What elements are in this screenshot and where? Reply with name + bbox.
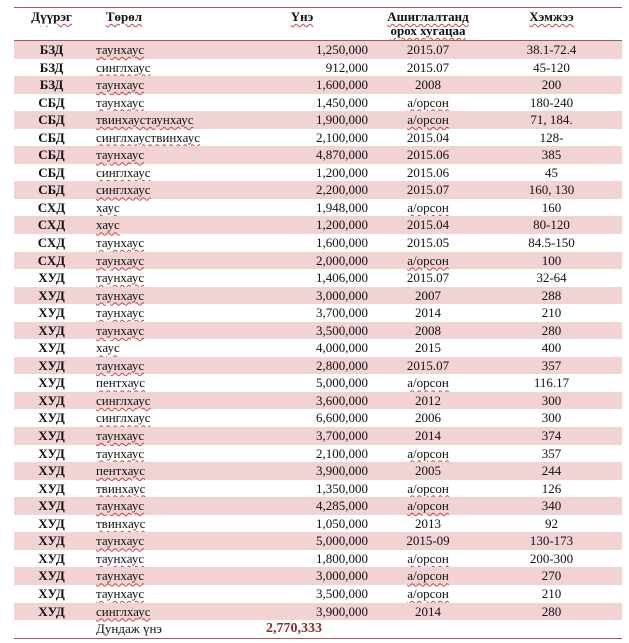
type-cell: синглхаус [96, 392, 151, 408]
district-cell: ХУД [38, 550, 65, 566]
type-cell: синглхаус [96, 410, 151, 426]
size-cell: 128- [539, 129, 564, 145]
table-row [14, 550, 622, 568]
price-cell: 3,500,000 [316, 322, 368, 338]
occupancy-cell: а/орсон [407, 585, 449, 601]
price-cell: 1,450,000 [316, 94, 368, 110]
district-cell: ХУД [38, 498, 65, 514]
table-row [14, 532, 622, 550]
table-row [14, 164, 622, 182]
district-cell: ХУД [38, 410, 65, 426]
table-row [14, 129, 622, 147]
occupancy-cell: 2015.07 [406, 357, 450, 373]
type-cell: таунхаус [96, 445, 145, 461]
district-cell: СБД [38, 182, 65, 198]
price-cell: 2,100,000 [316, 129, 368, 145]
type-cell: таунхаус [96, 498, 145, 514]
price-cell: 1,600,000 [316, 235, 368, 251]
size-cell: 160 [541, 199, 562, 215]
occupancy-cell: 2006 [415, 410, 441, 426]
type-cell: таунхаус [96, 147, 145, 163]
price-cell: 4,000,000 [316, 340, 368, 356]
table-row [14, 427, 622, 445]
type-cell: таунхаус [96, 235, 145, 251]
price-cell: 1,050,000 [316, 515, 368, 531]
table-row [14, 462, 622, 480]
district-cell: СБД [38, 164, 65, 180]
type-cell: таунхаус [96, 305, 145, 321]
price-cell: 5,000,000 [316, 533, 368, 549]
occupancy-cell: а/орсон [407, 445, 449, 461]
table-row [14, 76, 622, 94]
occupancy-cell: а/орсон [407, 94, 449, 110]
type-cell: таунхаус [96, 77, 145, 93]
price-cell: 3,700,000 [316, 428, 368, 444]
table-row [14, 374, 622, 392]
table-row [14, 322, 622, 340]
size-cell: 45 [545, 164, 558, 180]
size-cell: 84.5-150 [528, 235, 575, 251]
type-cell: таунхаус [96, 568, 145, 584]
size-cell: 210 [541, 305, 562, 321]
price-cell: 1,200,000 [316, 164, 368, 180]
occupancy-cell: 2015 [415, 340, 441, 356]
size-cell: 45-120 [533, 59, 570, 75]
district-cell: ХУД [38, 445, 65, 461]
type-cell: синглхаус [96, 603, 151, 619]
occupancy-cell: 2015.07 [406, 182, 450, 198]
district-cell: ХУД [38, 392, 65, 408]
occupancy-cell: а/орсон [407, 498, 449, 514]
size-cell: 270 [541, 568, 562, 584]
price-cell: 2,000,000 [316, 252, 368, 268]
table-body [14, 41, 622, 620]
occupancy-cell: 2013 [415, 515, 441, 531]
price-cell: 5,000,000 [316, 375, 368, 391]
occupancy-cell: 2014 [415, 428, 441, 444]
district-cell: ХУД [38, 375, 65, 391]
size-cell: 180-240 [529, 94, 574, 110]
district-cell: ХУД [38, 585, 65, 601]
occupancy-cell: 2015.04 [406, 129, 450, 145]
district-cell: БЗД [39, 59, 64, 75]
size-cell: 92 [545, 515, 558, 531]
header-price: Үнэ [290, 9, 314, 24]
district-cell: СБД [38, 129, 65, 145]
occupancy-cell: 2007 [415, 287, 441, 303]
price-cell: 1,900,000 [316, 112, 368, 128]
district-cell: ХУД [38, 305, 65, 321]
type-cell: таунхаус [96, 322, 145, 338]
occupancy-cell: а/орсон [407, 199, 449, 215]
type-cell: пентхаус [96, 463, 146, 479]
size-cell: 400 [541, 340, 562, 356]
type-cell: таунхаус [96, 252, 145, 268]
table-row [14, 603, 622, 621]
table-header [14, 7, 622, 41]
size-cell: 288 [541, 287, 562, 303]
average-row [14, 620, 622, 639]
occupancy-cell: а/орсон [407, 112, 449, 128]
occupancy-cell: 2015.07 [406, 42, 450, 57]
price-cell: 2,800,000 [316, 357, 368, 373]
size-cell: 200 [541, 77, 562, 93]
price-cell: 6,600,000 [316, 410, 368, 426]
table-row [14, 199, 622, 217]
size-cell: 71, 184. [530, 112, 573, 128]
size-cell: 160, 130 [528, 182, 575, 198]
size-cell: 244 [541, 463, 562, 479]
price-cell: 4,285,000 [316, 498, 368, 514]
type-cell: синглхаус [96, 182, 151, 198]
size-cell: 116.17 [533, 375, 570, 391]
price-cell: 1,600,000 [316, 77, 368, 93]
type-cell: таунхаус [96, 585, 145, 601]
type-cell: таунхаус [96, 287, 145, 303]
table-row [14, 480, 622, 498]
occupancy-cell: 2015.07 [406, 59, 450, 75]
table-row [14, 515, 622, 533]
occupancy-cell: 2015.04 [406, 217, 450, 233]
price-cell: 3,600,000 [316, 392, 368, 408]
type-cell: хаус [96, 340, 120, 356]
table-row [14, 445, 622, 463]
size-cell: 374 [541, 428, 562, 444]
type-cell: пентхаус [96, 375, 146, 391]
size-cell: 100 [541, 252, 562, 268]
occupancy-cell: а/орсон [407, 480, 449, 496]
district-cell: БЗД [39, 42, 64, 57]
district-cell: ХУД [38, 603, 65, 619]
header-occupancy-line2: орох хугацаа [390, 23, 466, 38]
price-cell: 3,900,000 [316, 603, 368, 619]
type-cell: твинхаустаунхаус [96, 112, 194, 128]
table-row [14, 234, 622, 252]
type-cell: таунхаус [96, 357, 145, 373]
average-value: 2,770,333 [266, 621, 322, 637]
occupancy-cell: 2012 [415, 392, 441, 408]
district-cell: ХУД [38, 287, 65, 303]
header-district: Дүүрэг [31, 9, 72, 24]
occupancy-cell: 2015.05 [406, 235, 450, 251]
occupancy-cell: 2015.06 [406, 147, 450, 163]
housing-price-table [14, 7, 622, 639]
district-cell: СБД [38, 112, 65, 128]
occupancy-cell: 2015-09 [406, 533, 450, 549]
table-row [14, 41, 622, 59]
district-cell: ХУД [38, 533, 65, 549]
type-cell: синглхаус [96, 164, 151, 180]
type-cell: хаус [96, 217, 120, 233]
district-cell: ХУД [38, 322, 65, 338]
table-row [14, 287, 622, 305]
occupancy-cell: 2014 [415, 305, 441, 321]
size-cell: 385 [541, 147, 562, 163]
type-cell: твинхаус [96, 480, 146, 496]
type-cell: синглхаус [96, 59, 151, 75]
size-cell: 357 [541, 357, 562, 373]
price-cell: 4,870,000 [316, 147, 368, 163]
table-row [14, 409, 622, 427]
district-cell: ХУД [38, 340, 65, 356]
district-cell: ХУД [38, 428, 65, 444]
size-cell: 340 [541, 498, 562, 514]
district-cell: ХУД [38, 357, 65, 373]
size-cell: 200-300 [529, 550, 574, 566]
type-cell: таунхаус [96, 533, 145, 549]
size-cell: 280 [541, 322, 562, 338]
occupancy-cell: а/орсон [407, 375, 449, 391]
price-cell: 1,800,000 [316, 550, 368, 566]
price-cell: 1,948,000 [316, 199, 368, 215]
average-label: Дундаж үнэ [96, 621, 162, 637]
size-cell: 32-64 [536, 270, 567, 286]
district-cell: БЗД [39, 77, 64, 93]
table-row [14, 392, 622, 410]
header-occupancy-line1: Ашиглалтанд [387, 9, 469, 24]
type-cell: таунхаус [96, 42, 145, 57]
occupancy-cell: а/орсон [407, 568, 449, 584]
price-cell: 3,700,000 [316, 305, 368, 321]
table-row [14, 59, 622, 77]
price-cell: 912,000 [325, 59, 368, 75]
size-cell: 210 [541, 585, 562, 601]
occupancy-cell: 2014 [415, 603, 441, 619]
size-cell: 130-173 [529, 533, 574, 549]
type-cell: твинхаус [96, 515, 146, 531]
price-cell: 1,200,000 [316, 217, 368, 233]
table-row [14, 146, 622, 164]
district-cell: ХУД [38, 480, 65, 496]
type-cell: хаус [96, 199, 120, 215]
district-cell: ХУД [38, 568, 65, 584]
type-cell: синглхауствинхаус [96, 129, 200, 145]
price-cell: 3,900,000 [316, 463, 368, 479]
district-cell: СХД [37, 252, 66, 268]
type-cell: таунхаус [96, 94, 145, 110]
price-cell: 3,000,000 [316, 287, 368, 303]
district-cell: ХУД [38, 515, 65, 531]
size-cell: 300 [541, 392, 562, 408]
price-cell: 3,500,000 [316, 585, 368, 601]
occupancy-cell: 2008 [415, 322, 441, 338]
size-cell: 80-120 [533, 217, 570, 233]
header-occupancy [372, 10, 484, 38]
price-cell: 1,406,000 [316, 270, 368, 286]
table-row [14, 181, 622, 199]
header-size: Хэмжээ [529, 9, 574, 24]
occupancy-cell: 2005 [415, 463, 441, 479]
size-cell: 300 [541, 410, 562, 426]
district-cell: СБД [38, 94, 65, 110]
table-row [14, 497, 622, 515]
table-row [14, 252, 622, 270]
price-cell: 2,200,000 [316, 182, 368, 198]
district-cell: СХД [37, 235, 66, 251]
type-cell: таунхаус [96, 270, 145, 286]
size-cell: 126 [541, 480, 562, 496]
table-row [14, 216, 622, 234]
table-row [14, 567, 622, 585]
district-cell: ХУД [38, 270, 65, 286]
table-row [14, 357, 622, 375]
district-cell: СХД [37, 217, 66, 233]
occupancy-cell: а/орсон [407, 550, 449, 566]
table-row [14, 339, 622, 357]
district-cell: СБД [38, 147, 65, 163]
price-cell: 2,100,000 [316, 445, 368, 461]
district-cell: ХУД [38, 463, 65, 479]
table-row [14, 94, 622, 112]
header-type: Төрөл [105, 9, 143, 24]
district-cell: СХД [37, 199, 66, 215]
size-cell: 280 [541, 603, 562, 619]
price-cell: 1,350,000 [316, 480, 368, 496]
table-row [14, 269, 622, 287]
table-row [14, 111, 622, 129]
table-row [14, 304, 622, 322]
table-row [14, 585, 622, 603]
occupancy-cell: 2015.06 [406, 164, 450, 180]
size-cell: 357 [541, 445, 562, 461]
occupancy-cell: 2015.07 [406, 270, 450, 286]
occupancy-cell: а/орсон [407, 252, 449, 268]
price-cell: 1,250,000 [316, 42, 368, 57]
size-cell: 38.1-72.4 [526, 42, 577, 57]
type-cell: таунхаус [96, 428, 145, 444]
type-cell: таунхаус [96, 550, 145, 566]
occupancy-cell: 2008 [415, 77, 441, 93]
price-cell: 3,000,000 [316, 568, 368, 584]
